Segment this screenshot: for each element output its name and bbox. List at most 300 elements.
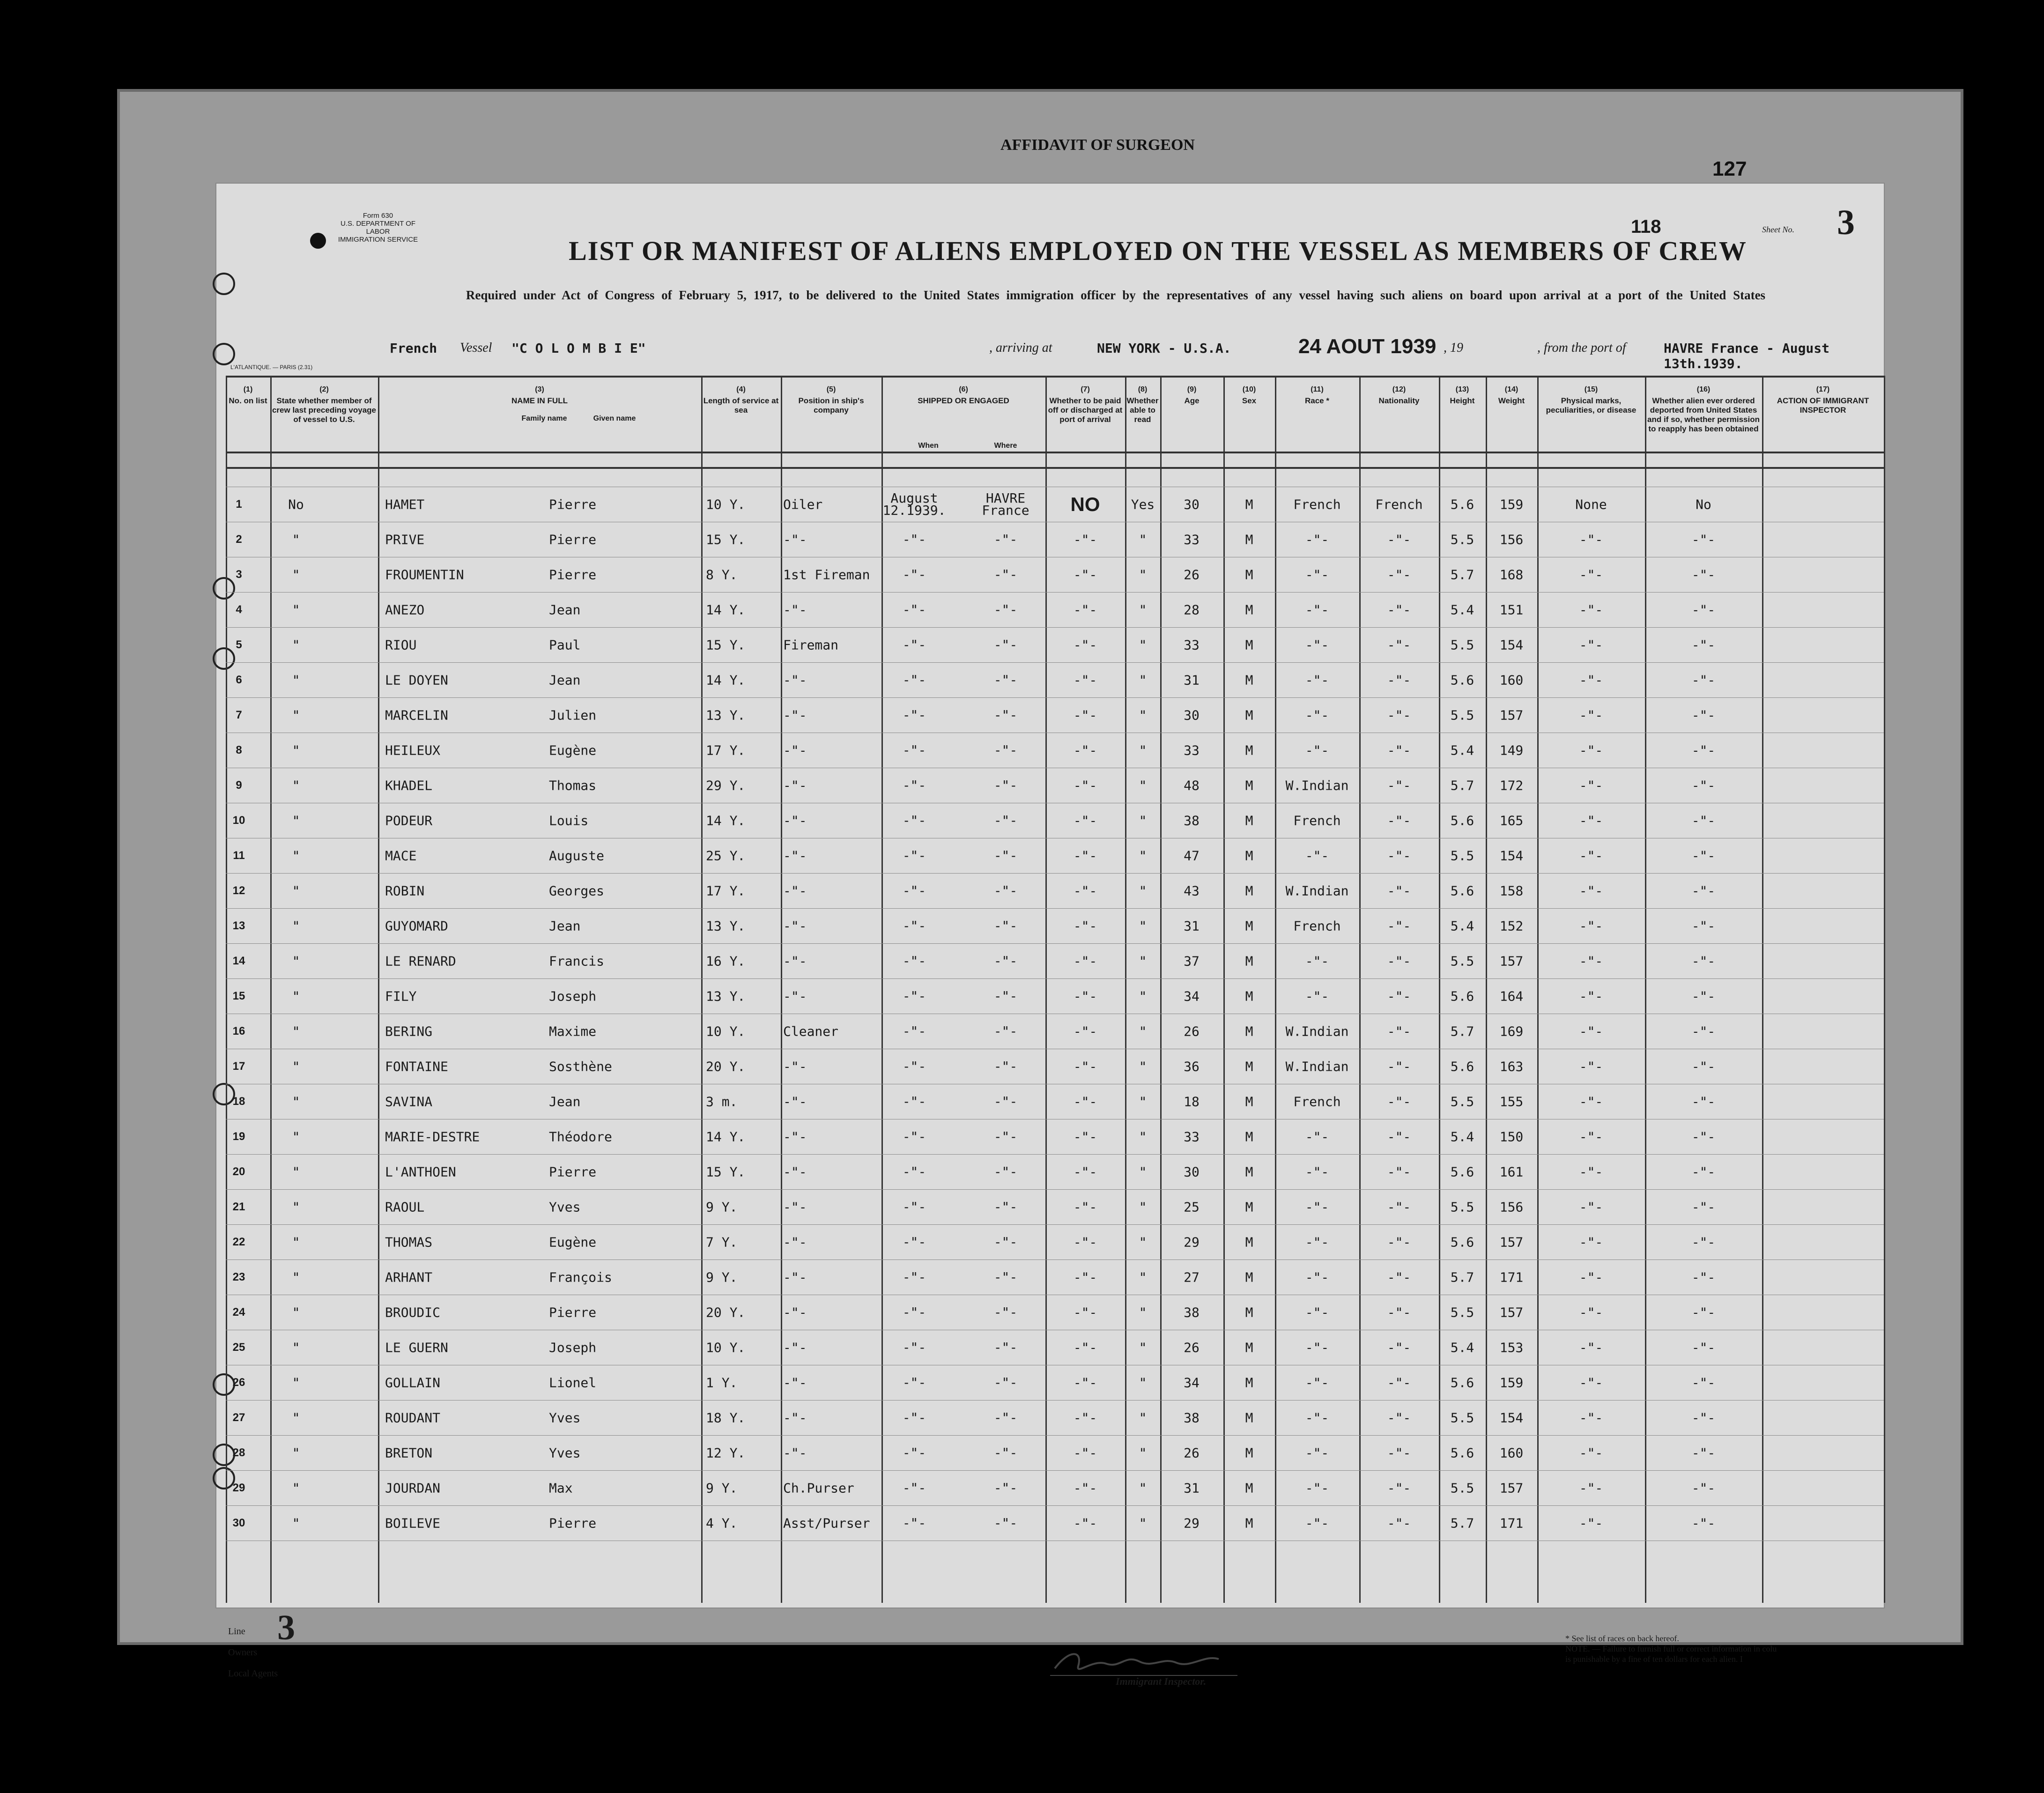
family-name-cell: RIOU <box>385 637 417 653</box>
given-name-cell: Jean <box>549 1094 581 1110</box>
height-cell: 5.6 <box>1450 813 1474 829</box>
deportation-status-cell: -"- <box>1691 1234 1716 1250</box>
column-number: (16) <box>1696 385 1711 393</box>
length-of-service-cell: 16 Y. <box>706 953 746 969</box>
race-cell: -"- <box>1305 602 1329 618</box>
manifest-page <box>215 183 1885 1687</box>
column-label: SHIPPED OR ENGAGED <box>918 396 1009 405</box>
sex-cell: M <box>1245 672 1253 688</box>
family-name-cell: HAMET <box>385 496 425 512</box>
sex-cell: M <box>1245 1164 1253 1180</box>
shipped-when-cell: -"- <box>902 1445 926 1460</box>
position-cell: -"- <box>783 988 807 1004</box>
nationality-cell: -"- <box>1387 1023 1411 1039</box>
weight-cell: 168 <box>1499 567 1524 583</box>
physical-marks-cell: -"- <box>1579 1269 1603 1285</box>
shipped-when-cell: -"- <box>902 953 926 969</box>
shipped-where-cell: -"- <box>993 742 1018 758</box>
row-number-cell: 25 <box>232 1341 245 1354</box>
shipped-where-cell: -"- <box>993 1304 1018 1320</box>
height-cell: 5.6 <box>1450 496 1474 512</box>
position-cell: -"- <box>783 778 807 793</box>
header-rule <box>226 452 1884 453</box>
height-cell: 5.6 <box>1450 1445 1474 1461</box>
nationality-cell: -"- <box>1387 1199 1411 1215</box>
length-of-service-cell: 29 Y. <box>706 778 746 793</box>
paid-off-cell: -"- <box>1073 1269 1097 1285</box>
column-label: ACTION OF IMMIGRANT INSPECTOR <box>1777 396 1869 415</box>
sex-cell: M <box>1245 953 1253 969</box>
previous-voyage-cell: " <box>292 1234 300 1250</box>
deportation-status-cell: No <box>1696 496 1711 512</box>
sex-cell: M <box>1245 1023 1253 1039</box>
sex-cell: M <box>1245 742 1253 758</box>
paid-off-cell: -"- <box>1073 918 1097 934</box>
family-name-cell: BOILEVE <box>385 1515 441 1531</box>
height-cell: 5.7 <box>1450 778 1474 793</box>
race-cell: -"- <box>1305 1410 1329 1426</box>
nationality-cell: -"- <box>1387 1445 1411 1461</box>
row-number-cell: 16 <box>232 1025 245 1037</box>
length-of-service-cell: 8 Y. <box>706 567 738 583</box>
shipped-where-cell: -"- <box>993 1234 1018 1250</box>
vessel-nationality: French <box>390 341 437 356</box>
family-name-cell: BROUDIC <box>385 1304 441 1320</box>
height-cell: 5.5 <box>1450 1304 1474 1320</box>
row-number-cell: 30 <box>232 1517 245 1529</box>
row-rule <box>226 873 1884 874</box>
length-of-service-cell: 12 Y. <box>706 1445 746 1461</box>
race-cell: -"- <box>1305 1375 1329 1391</box>
punch-ring <box>213 273 235 295</box>
length-of-service-cell: 14 Y. <box>706 672 746 688</box>
col-service-header <box>701 385 781 415</box>
footnote-line: is punishable by a fine of ten dollars for each alien. I <box>1565 1654 1743 1664</box>
position-cell: -"- <box>783 1234 807 1250</box>
height-cell: 5.5 <box>1450 1480 1474 1496</box>
position-cell: Oiler <box>783 496 823 512</box>
back-sheet-number: 127 <box>1712 157 1747 180</box>
row-rule <box>226 1189 1884 1190</box>
position-cell: -"- <box>783 742 807 758</box>
previous-voyage-cell: " <box>292 1059 300 1074</box>
col-shipped-header <box>881 385 1045 406</box>
height-cell: 5.7 <box>1450 1023 1474 1039</box>
column-number: (1) <box>243 385 253 393</box>
column-rule <box>701 376 703 1603</box>
given-name-cell: François <box>549 1269 612 1285</box>
col-name-header <box>378 385 701 406</box>
weight-cell: 157 <box>1499 1234 1524 1250</box>
family-name-cell: ANEZO <box>385 602 425 618</box>
shipped-where-cell: -"- <box>993 1445 1018 1460</box>
weight-cell: 156 <box>1499 532 1524 548</box>
race-cell: -"- <box>1305 1445 1329 1461</box>
position-cell: -"- <box>783 1129 807 1145</box>
family-name-cell: FONTAINE <box>385 1059 448 1074</box>
paid-off-cell: -"- <box>1073 1023 1097 1039</box>
age-cell: 30 <box>1184 496 1200 512</box>
shipped-when-cell: -"- <box>902 532 926 547</box>
able-to-read-cell: " <box>1139 883 1147 899</box>
previous-voyage-cell: " <box>292 1199 300 1215</box>
deportation-status-cell: -"- <box>1691 1515 1716 1531</box>
physical-marks-cell: -"- <box>1579 1304 1603 1320</box>
shipped-when-cell: -"- <box>902 1480 926 1496</box>
weight-cell: 161 <box>1499 1164 1524 1180</box>
length-of-service-cell: 13 Y. <box>706 988 746 1004</box>
paid-off-cell: -"- <box>1073 953 1097 969</box>
subheader-when: When <box>918 442 939 450</box>
height-cell: 5.4 <box>1450 742 1474 758</box>
age-cell: 37 <box>1184 953 1200 969</box>
given-name-cell: Louis <box>549 813 589 829</box>
race-cell: W.Indian <box>1285 1059 1349 1074</box>
weight-cell: 154 <box>1499 637 1524 653</box>
deportation-status-cell: -"- <box>1691 848 1716 864</box>
given-name-cell: Yves <box>549 1445 581 1461</box>
sex-cell: M <box>1245 1340 1253 1356</box>
paid-off-cell: -"- <box>1073 883 1097 899</box>
family-name-cell: LE GUERN <box>385 1340 448 1356</box>
deportation-status-cell: -"- <box>1691 953 1716 969</box>
previous-voyage-cell: " <box>292 988 300 1004</box>
shipped-where-cell: -"- <box>993 1340 1018 1355</box>
row-number-cell: 5 <box>236 638 242 651</box>
previous-voyage-cell: " <box>292 1164 300 1180</box>
length-of-service-cell: 14 Y. <box>706 813 746 829</box>
column-rule <box>378 376 379 1603</box>
family-name-cell: SAVINA <box>385 1094 433 1110</box>
manifest-subtitle: Required under Act of Congress of February 5, 1917, to be delivered to the United States immigration officer by the representatives of any vessel having such aliens on board upon arrival at a port of the United States <box>466 288 1766 302</box>
height-cell: 5.5 <box>1450 1094 1474 1110</box>
able-to-read-cell: " <box>1139 1410 1147 1426</box>
age-cell: 47 <box>1184 848 1200 864</box>
given-name-cell: Thomas <box>549 778 597 793</box>
physical-marks-cell: -"- <box>1579 532 1603 548</box>
race-cell: -"- <box>1305 742 1329 758</box>
previous-voyage-cell: " <box>292 918 300 934</box>
paid-off-cell: -"- <box>1073 1340 1097 1356</box>
column-number: (13) <box>1455 385 1469 393</box>
paid-off-cell: -"- <box>1073 813 1097 829</box>
form-info-line: Form 630 <box>363 212 393 220</box>
column-number: (4) <box>736 385 746 393</box>
column-rule <box>1645 376 1646 1603</box>
sex-cell: M <box>1245 637 1253 653</box>
able-to-read-cell: " <box>1139 1164 1147 1180</box>
height-cell: 5.6 <box>1450 1059 1474 1074</box>
sex-cell: M <box>1245 813 1253 829</box>
physical-marks-cell: -"- <box>1579 742 1603 758</box>
shipped-where-cell: -"- <box>993 988 1018 1004</box>
height-cell: 5.7 <box>1450 1515 1474 1531</box>
age-cell: 48 <box>1184 778 1200 793</box>
paid-off-cell: -"- <box>1073 1129 1097 1145</box>
row-number-cell: 6 <box>236 674 242 686</box>
year-label: , 19 <box>1444 341 1463 355</box>
able-to-read-cell: " <box>1139 813 1147 829</box>
row-number-cell: 8 <box>236 744 242 756</box>
row-number-cell: 17 <box>232 1060 245 1073</box>
position-cell: -"- <box>783 1059 807 1074</box>
nationality-cell: -"- <box>1387 1094 1411 1110</box>
row-number-cell: 26 <box>232 1376 245 1389</box>
position-cell: -"- <box>783 1094 807 1110</box>
departure-info: HAVRE France - August 13th.1939. <box>1664 341 1830 371</box>
paid-off-cell: -"- <box>1073 848 1097 864</box>
age-cell: 26 <box>1184 1445 1200 1461</box>
able-to-read-cell: " <box>1139 1129 1147 1145</box>
col-race-header <box>1275 385 1359 406</box>
col-previous-voyage-header <box>270 385 378 424</box>
column-label: Length of service at sea <box>703 396 779 415</box>
shipped-when-cell: -"- <box>902 1304 926 1320</box>
length-of-service-cell: 20 Y. <box>706 1059 746 1074</box>
length-of-service-cell: 14 Y. <box>706 602 746 618</box>
paid-off-cell: -"- <box>1073 1515 1097 1531</box>
paid-off-cell: -"- <box>1073 1164 1097 1180</box>
nationality-cell: -"- <box>1387 918 1411 934</box>
position-cell: Asst/Purser <box>783 1515 870 1531</box>
header-rule <box>226 376 1884 378</box>
position-cell: -"- <box>783 1410 807 1426</box>
row-number-cell: 10 <box>232 814 245 827</box>
given-name-cell: Joseph <box>549 988 597 1004</box>
deportation-status-cell: -"- <box>1691 1445 1716 1461</box>
race-cell: -"- <box>1305 953 1329 969</box>
previous-voyage-cell: " <box>292 707 300 723</box>
physical-marks-cell: -"- <box>1579 918 1603 934</box>
race-cell: -"- <box>1305 1304 1329 1320</box>
deportation-status-cell: -"- <box>1691 988 1716 1004</box>
nationality-cell: -"- <box>1387 953 1411 969</box>
sex-cell: M <box>1245 532 1253 548</box>
length-of-service-cell: 10 Y. <box>706 496 746 512</box>
row-number-cell: 14 <box>232 955 245 967</box>
position-cell: -"- <box>783 953 807 969</box>
weight-cell: 172 <box>1499 778 1524 793</box>
family-name-cell: PODEUR <box>385 813 433 829</box>
line-label: Line <box>228 1626 245 1637</box>
shipped-when-cell: -"- <box>902 672 926 688</box>
family-name-cell: MACE <box>385 848 417 864</box>
paid-off-cell: -"- <box>1073 1199 1097 1215</box>
previous-voyage-cell: " <box>292 1094 300 1110</box>
nationality-cell: -"- <box>1387 813 1411 829</box>
row-rule <box>226 908 1884 909</box>
position-cell: -"- <box>783 1269 807 1285</box>
paid-off-cell: -"- <box>1073 1375 1097 1391</box>
row-rule <box>226 627 1884 628</box>
column-number: (9) <box>1187 385 1197 393</box>
shipped-when-cell: -"- <box>902 1375 926 1390</box>
position-cell: -"- <box>783 672 807 688</box>
physical-marks-cell: -"- <box>1579 602 1603 618</box>
race-cell: -"- <box>1305 672 1329 688</box>
nationality-cell: -"- <box>1387 1375 1411 1391</box>
deportation-status-cell: -"- <box>1691 1480 1716 1496</box>
nationality-cell: -"- <box>1387 1410 1411 1426</box>
weight-cell: 157 <box>1499 1480 1524 1496</box>
sex-cell: M <box>1245 1480 1253 1496</box>
age-cell: 36 <box>1184 1059 1200 1074</box>
position-cell: Ch.Purser <box>783 1480 854 1496</box>
nationality-cell: -"- <box>1387 1164 1411 1180</box>
column-label: NAME IN FULL <box>511 396 568 405</box>
arrival-date-stamp: 24 AOUT 1939 <box>1298 335 1437 358</box>
column-label: Whether to be paid off or discharged at port of arrival <box>1048 396 1123 424</box>
footnote <box>1565 1633 1777 1664</box>
given-name-cell: Eugène <box>549 1234 597 1250</box>
weight-cell: 164 <box>1499 988 1524 1004</box>
race-cell: French <box>1293 496 1341 512</box>
subheader-given: Given name <box>593 415 636 422</box>
nationality-cell: -"- <box>1387 567 1411 583</box>
row-number-cell: 2 <box>236 533 242 546</box>
col-physical-marks-header <box>1537 385 1645 415</box>
physical-marks-cell: -"- <box>1579 1445 1603 1461</box>
physical-marks-cell: -"- <box>1579 1234 1603 1250</box>
family-name-cell: BRETON <box>385 1445 433 1461</box>
family-name-cell: GUYOMARD <box>385 918 448 934</box>
shipped-when-cell: -"- <box>902 778 926 793</box>
nationality-cell: -"- <box>1387 1234 1411 1250</box>
weight-cell: 154 <box>1499 848 1524 864</box>
race-cell: -"- <box>1305 988 1329 1004</box>
previous-voyage-cell: " <box>292 532 300 548</box>
shipped-where-cell: -"- <box>993 813 1018 828</box>
paid-off-cell: -"- <box>1073 637 1097 653</box>
age-cell: 26 <box>1184 1340 1200 1356</box>
able-to-read-cell: " <box>1139 1480 1147 1496</box>
shipped-where-cell: -"- <box>993 1059 1018 1074</box>
given-name-cell: Julien <box>549 707 597 723</box>
column-rule <box>781 376 782 1603</box>
col-able-to-read-header <box>1125 385 1160 424</box>
race-cell: French <box>1293 1094 1341 1110</box>
weight-cell: 169 <box>1499 1023 1524 1039</box>
shipped-where-cell: -"- <box>993 953 1018 969</box>
able-to-read-cell: " <box>1139 532 1147 548</box>
race-cell: W.Indian <box>1285 883 1349 899</box>
family-name-cell: LE RENARD <box>385 953 456 969</box>
position-cell: -"- <box>783 1164 807 1180</box>
paid-off-cell: -"- <box>1073 778 1097 793</box>
owners-label: Owners <box>228 1647 258 1658</box>
physical-marks-cell: -"- <box>1579 1164 1603 1180</box>
row-number-cell: 3 <box>236 568 242 581</box>
shipped-when-cell: -"- <box>902 1269 926 1285</box>
physical-marks-cell: -"- <box>1579 988 1603 1004</box>
able-to-read-cell: " <box>1139 1269 1147 1285</box>
age-cell: 31 <box>1184 918 1200 934</box>
race-cell: -"- <box>1305 707 1329 723</box>
position-cell: -"- <box>783 1375 807 1391</box>
family-name-cell: GOLLAIN <box>385 1375 441 1391</box>
previous-voyage-cell: " <box>292 1269 300 1285</box>
row-number-cell: 23 <box>232 1271 245 1283</box>
weight-cell: 151 <box>1499 602 1524 618</box>
height-cell: 5.4 <box>1450 918 1474 934</box>
column-number: (10) <box>1242 385 1256 393</box>
column-rule <box>1275 376 1276 1603</box>
race-cell: -"- <box>1305 1269 1329 1285</box>
height-cell: 5.4 <box>1450 1340 1474 1356</box>
given-name-cell: Jean <box>549 602 581 618</box>
shipped-where-cell: -"- <box>993 1164 1018 1179</box>
col-age-header <box>1160 385 1223 406</box>
shipped-when-cell: -"- <box>902 1164 926 1179</box>
race-cell: -"- <box>1305 1480 1329 1496</box>
sex-cell: M <box>1245 918 1253 934</box>
height-cell: 5.5 <box>1450 953 1474 969</box>
position-cell: -"- <box>783 883 807 899</box>
row-number-cell: 24 <box>232 1306 245 1319</box>
col-nationality-header <box>1359 385 1439 406</box>
family-name-cell: PRIVE <box>385 532 425 548</box>
sex-cell: M <box>1245 1269 1253 1285</box>
col-paid-off-header <box>1045 385 1125 424</box>
height-cell: 5.6 <box>1450 988 1474 1004</box>
height-cell: 5.6 <box>1450 1164 1474 1180</box>
height-cell: 5.5 <box>1450 707 1474 723</box>
position-cell: -"- <box>783 602 807 618</box>
shipped-when-cell: -"- <box>902 567 926 582</box>
row-number-cell: 28 <box>232 1446 245 1459</box>
local-agents-label: Local Agents <box>228 1668 278 1679</box>
column-number: (5) <box>826 385 836 393</box>
shipped-where-cell: HAVRE France <box>982 490 1029 518</box>
row-number-cell: 11 <box>233 849 245 862</box>
nationality-cell: -"- <box>1387 1515 1411 1531</box>
age-cell: 30 <box>1184 707 1200 723</box>
position-cell: -"- <box>783 1304 807 1320</box>
length-of-service-cell: 9 Y. <box>706 1480 738 1496</box>
shipped-where-cell: -"- <box>993 567 1018 582</box>
nationality-cell: -"- <box>1387 1304 1411 1320</box>
age-cell: 29 <box>1184 1234 1200 1250</box>
row-rule <box>226 662 1884 663</box>
age-cell: 33 <box>1184 742 1200 758</box>
row-rule <box>226 697 1884 698</box>
height-cell: 5.6 <box>1450 1375 1474 1391</box>
position-cell: -"- <box>783 1445 807 1461</box>
previous-voyage-cell: " <box>292 848 300 864</box>
length-of-service-cell: 17 Y. <box>706 883 746 899</box>
able-to-read-cell: " <box>1139 1094 1147 1110</box>
from-port-label: , from the port of <box>1537 341 1626 355</box>
column-rule <box>1045 376 1047 1603</box>
able-to-read-cell: " <box>1139 602 1147 618</box>
deportation-status-cell: -"- <box>1691 637 1716 653</box>
position-cell: -"- <box>783 1340 807 1356</box>
paid-off-cell: -"- <box>1073 672 1097 688</box>
nationality-cell: -"- <box>1387 1340 1411 1356</box>
paid-off-cell: -"- <box>1073 707 1097 723</box>
physical-marks-cell: -"- <box>1579 1375 1603 1391</box>
able-to-read-cell: " <box>1139 953 1147 969</box>
column-number: (3) <box>535 385 544 393</box>
nationality-cell: French <box>1375 496 1423 512</box>
physical-marks-cell: -"- <box>1579 1410 1603 1426</box>
nationality-cell: -"- <box>1387 988 1411 1004</box>
column-label: Weight <box>1498 396 1525 405</box>
paid-off-cell: -"- <box>1073 567 1097 583</box>
race-cell: -"- <box>1305 1129 1329 1145</box>
given-name-cell: Jean <box>549 672 581 688</box>
height-cell: 5.5 <box>1450 637 1474 653</box>
